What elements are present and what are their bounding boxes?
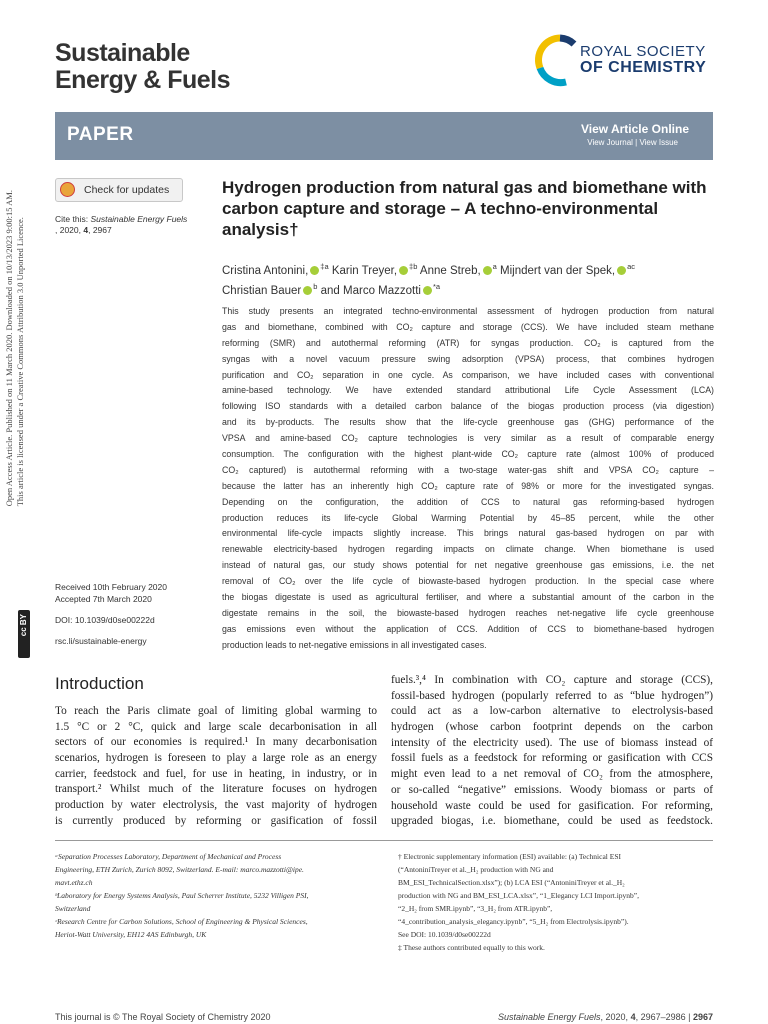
author-4[interactable]: Mijndert van der Spek, [496, 264, 616, 277]
body-text-line: 1.5 °C or 2 °C, quick and large scale decarbonisation in all [55, 720, 377, 733]
body-text-line: fossil-based hydrogen (popularly referred to as “blue hydrogen”) [391, 689, 713, 702]
footer-pages: , 2967–2986 | [635, 1012, 693, 1022]
publisher-line2: OF CHEMISTRY [580, 59, 707, 76]
check-for-updates-button[interactable] [55, 178, 183, 202]
esi-line: † Electronic supplementary information (ESI) available: (a) Technical ESI [398, 852, 622, 861]
abstract-line: This study presents an integrated techno-environmental assessment of hydrogen production from natural [222, 306, 714, 316]
esi-line: “4_contribution_analysis_elegancy.ipynb”, “5_H₂ from Electrolysis.ipynb”). [398, 917, 629, 926]
body-text-line: transport.² Whilst much of the literature focuses on hydrogen [55, 783, 377, 796]
license-text [4, 190, 26, 506]
journal-issue-links [587, 138, 678, 147]
abstract-line: environmental life-cycle impacts slightly increase. This brings natural gas-based hydrogen on par with [222, 528, 714, 539]
author-3[interactable]: Anne Streb, [417, 264, 481, 277]
cite-ref: , 2020, [55, 225, 84, 235]
crossmark-icon [60, 182, 75, 197]
affiliation-line: ᵇLaboratory for Energy Systems Analysis, Paul Scherrer Institute, 5232 Villigen PSI, [55, 891, 309, 900]
citation [55, 214, 215, 236]
abstract-line: production reduces its life-cycle Global Warming Potential by 45–85 percent, while the other [222, 512, 714, 523]
affiliation-line: ᶜResearch Centre for Carbon Solutions, School of Engineering & Physical Sciences, [55, 917, 308, 926]
abstract-line: following ISO standards with a detailed carbon balance of the biogas production process (via digestion) [222, 401, 714, 412]
abstract-line: because the latter has an inherently high CO₂ capture rate of 98% or more for the investigated syngas. [222, 480, 714, 491]
body-text-line: upgraded biogas, i.e. biomethane, could be used as feedstock. [391, 815, 713, 828]
body-text-line: intensity of the electricity used). The use of biomass instead of [391, 736, 713, 749]
body-text-line: is currently produced by reforming or gasification of fossil [55, 814, 377, 827]
footer-volume: 4 [630, 1012, 636, 1022]
license-line1: Open Access Article. Published on 11 March 2020. Downloaded on 10/13/2023 9:00:15 AM. [4, 190, 14, 507]
view-article-online-link[interactable]: View Article Online [580, 122, 689, 136]
esi-line: production with NG and BM_ESI_LCA.xlsx”, “1_Elegancy LCI Import.ipynb”, [398, 891, 640, 900]
author-2[interactable]: Karin Treyer, [328, 264, 398, 277]
body-text-line: sectors of our economies is required.¹ In many decarbonisation [55, 736, 377, 749]
body-text-line: To reach the Paris climate goal of limiting global warming to [55, 705, 377, 717]
esi-line: “2_H₂ from SMR.ipynb”, “3_H₂ from ATR.ipynb”, [398, 904, 553, 913]
orcid-icon[interactable] [310, 266, 319, 275]
abstract-line: and its by-products. The results show that the life-cycle greenhouse gas (GHG) performance of the [222, 417, 714, 428]
page-number: 2967 [692, 1012, 713, 1022]
accepted-date: Accepted 7th March 2020 [55, 594, 152, 604]
body-text-line: fossil fuels as a feedstock for reforming or gasification with CCS [391, 752, 713, 765]
footer-ref: , 2020, [600, 1012, 631, 1022]
orcid-icon[interactable] [303, 286, 312, 295]
journal-name-line2: Energy & Fuels [55, 66, 230, 94]
link-separator: | [632, 138, 640, 147]
abstract-line: production leads to net-negative emissions in all investigated cases. [222, 639, 487, 650]
abstract-line: removal of CO₂ over the life cycle of biowaste-based hydrogen production. In the special case where [222, 576, 714, 587]
footer-citation [498, 1012, 713, 1022]
affiliation-line: Heriot-Watt University, EH12 4AS Edinburgh, UK [55, 930, 207, 939]
orcid-icon[interactable] [399, 266, 408, 275]
body-text-line: fuels.³,⁴ In combination with CO₂ capture and storage (CCS), [391, 674, 713, 686]
cc-by-label: cc BY [19, 614, 28, 637]
article-type-banner [55, 112, 713, 160]
cc-by-icon[interactable] [18, 610, 30, 658]
abstract-line: Depending on the configuration, the addition of CCS to natural gas reforming-based hydrogen [222, 496, 714, 507]
abstract [222, 304, 714, 654]
cite-journal: Sustainable Energy Fuels [90, 214, 188, 224]
abstract-line: renewable electricity-based hydrogen regarding impacts on climate change. When biomethane is used [222, 544, 714, 555]
body-text-line: scenarios, hydrogen is foreseen to play a large role as an energy [55, 752, 377, 765]
footnote-divider [55, 840, 713, 841]
cite-pages: , 2967 [88, 225, 112, 235]
journal-url-link[interactable]: rsc.li/sustainable-energy [55, 636, 147, 646]
cite-label: Cite this: [55, 214, 91, 224]
publisher-line1: ROYAL SOCIETY [580, 43, 706, 60]
section-heading-introduction: Introduction [55, 674, 144, 693]
abstract-line: digestate remains in the soil, the biowaste-based hydrogen reaches net-negative life cycle greenhouse [222, 607, 714, 618]
author-1-affil: ‡a [320, 262, 329, 271]
affiliation-line: ᵃSeparation Processes Laboratory, Department of Mechanical and Process [55, 852, 282, 861]
abstract-line: gas and biomethane, combined with CO₂ capture and storage (CCS). We have included steam methane [222, 321, 714, 332]
abstract-line: reforming (SMR) and autothermal reforming (ATR) for syngas production. CO₂ is captured from the [222, 337, 714, 348]
journal-name [55, 40, 230, 94]
orcid-icon[interactable] [423, 286, 432, 295]
esi-line: ‡ These authors contributed equally to this work. [398, 943, 545, 952]
abstract-line: amine-based technology. We have extended standard attributional Life Cycle Assessment (LCA) [222, 385, 714, 396]
author-5-affil: b [313, 281, 318, 291]
footer-copyright: This journal is © The Royal Society of Chemistry 2020 [55, 1012, 271, 1022]
body-text-line: could act as a low-carbon alternative to electrolysis-based [391, 705, 713, 718]
abstract-line: CO₂ captured) is autothermal reforming with a two-stage water-gas shift and VPSA CO₂ capture – [222, 464, 714, 475]
author-1[interactable]: Cristina Antonini, [222, 264, 309, 277]
author-4-affil: ac [627, 262, 636, 271]
check-for-updates-label: Check for updates [84, 184, 170, 196]
body-text-line: household waste could be used for gasification. For reforming, [391, 799, 713, 812]
author-2-affil: ‡b [409, 262, 418, 271]
abstract-line: gas emissions even without the application of CCS. Addition of CCS to biomethane-based hydrogen [222, 623, 714, 634]
orcid-icon[interactable] [617, 266, 626, 275]
doi[interactable]: DOI: 10.1039/d0se00222d [55, 615, 155, 625]
article-type: PAPER [67, 124, 134, 145]
affiliation-line: Switzerland [55, 904, 91, 913]
footer-journal: Sustainable Energy Fuels [497, 1012, 601, 1022]
esi-notes [398, 850, 713, 954]
view-journal-link[interactable]: View Journal [587, 138, 633, 147]
affiliation-line: Engineering, ETH Zurich, Zurich 8092, Switzerland. E-mail: marco.mazzotti@ipe. [55, 865, 304, 874]
cite-volume: 4 [83, 225, 89, 235]
license-line2: This article is licensed under a Creative Commons Attribution 3.0 Unported Licence. [15, 217, 25, 507]
journal-name-line1: Sustainable [55, 39, 190, 67]
esi-line: (“AntoniniTreyer et al._H₂ production with NG and [398, 865, 554, 874]
author-list [222, 259, 722, 299]
body-text-line: or so-called “negative” emissions. Woody biomass or parts of [391, 783, 713, 796]
affiliations [55, 850, 368, 941]
license-sidebar [4, 190, 40, 660]
abstract-line: consumption. The configuration with the highest plant-wide CO₂ capture rate (almost 100% of produced [222, 449, 714, 460]
abstract-line: VPSA and amine-based CO₂ capture technologies is very similar as a result of comparable energy [222, 433, 714, 444]
orcid-icon[interactable] [483, 266, 492, 275]
body-text-line: hydrogen (whose carbon footprint depends on the carbon [391, 721, 713, 734]
esi-line: BM_ESI_TechnicalSection.xlsx”); (b) LCA ESI (“AntoniniTreyer et al._H₂ [398, 878, 625, 887]
article-title: Hydrogen production from natural gas and biomethane with carbon capture and storage – A techno-environmental analysis† [222, 178, 707, 239]
author-5[interactable]: Christian Bauer [222, 284, 302, 297]
body-text-line: carrier, feedstock and fuel, for use in heating, in industry, or in [55, 767, 377, 780]
abstract-line: instead of natural gas, our study shows potential for net negative greenhouse gas emissions, i.e. the net [222, 560, 714, 571]
intro-column-left [55, 704, 377, 830]
publisher-name [580, 44, 706, 76]
view-issue-link[interactable]: View Issue [639, 138, 678, 147]
body-text-line: might even lead to a net removal of CO₂ from the atmosphere, [391, 768, 713, 781]
received-date: Received 10th February 2020 [55, 582, 167, 592]
intro-column-right [391, 673, 713, 830]
affiliation-line: mavt.ethz.ch [55, 878, 93, 887]
author-6-affil: *a [432, 281, 441, 291]
abstract-line: the biogas digestate is used as agricultural fertiliser, and where a substantial amount of the carbon in the [222, 592, 714, 603]
abstract-line: purification and CO₂ separation in one cycle. As comparison, we have included cases with conventional [222, 369, 714, 380]
esi-line: See DOI: 10.1039/d0se00222d [398, 930, 491, 939]
abstract-line: syngas with a novel vacuum pressure swing adsorption (VPSA) process, that combines hydrogen [222, 353, 714, 364]
body-text-line: production by water electrolysis, the vast majority of hydrogen [55, 799, 377, 812]
author-3-affil: a [492, 262, 497, 271]
author-6[interactable]: and Marco Mazzotti [317, 284, 421, 297]
